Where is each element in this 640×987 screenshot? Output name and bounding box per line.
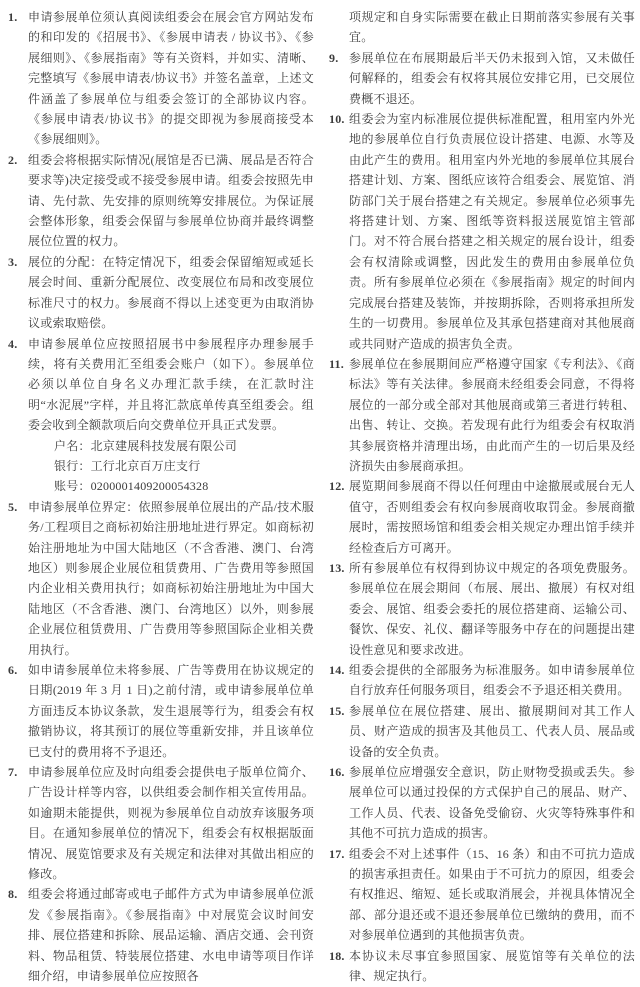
item-text: 参展单位在展位搭建、展出、撤展期间对其工作人员、财产造成的损害及其他员工、代表人员、展品或设备的安全负责。 [349,703,635,759]
bank-detail-line: 银行：工行北京百万庄支行 [54,458,201,473]
item-body [349,844,635,946]
item-number: 11. [329,356,344,371]
item-body [349,558,635,660]
list-item [329,701,635,762]
list-item [8,334,314,497]
item-text: 组委会将通过邮寄或电子邮件方式为申请参展单位派发《参展指南》。《参展指南》中对展览会议时间安排、展位搭建和拆除、展品运输、酒店交通、会刊资料、物品租赁、特装展位搭建、水电申请等项目作详细介绍，申请参展单位应按照各 [28,887,314,984]
item-text: 申请参展单位界定：依照参展单位展出的产品/技术服务/工程项目之商标初始注册地址进行界定。如商标初始注册地址为中国大陆地区（不含香港、澳门、台湾地区）则参展企业展位租赁费用、广告费用等参照国内企业相关费用执行；如商标初始注册地址为中国大陆地区（不含香港、澳门、台湾地区）以外，则参展企业展位租赁费用、广告费用等参照国际企业相关费用执行。 [28,499,314,657]
list-item [8,762,314,884]
item-number: 5. [8,499,18,514]
list-item [8,884,314,986]
item-number: 7. [8,765,18,780]
item-text: 组委会将根据实际情况(展馆是否已满、展品是否符合要求等)决定接受或不接受参展申请。组委会按照先申请、先付款、先安排的原则统筹安排展位。为保证展会整体形象，组委会保留与参展单位协商并最终调整展位位置的权力。 [28,152,314,249]
list-item [8,252,314,334]
item-text: 所有参展单位有权得到协议中规定的各项免费服务。参展单位在展会期间（布展、展出、撤展）有权对组委会、展馆、组委会委托的展位搭建商、运输公司、餐饮、保安、礼仪、翻译等服务中存在的问题提出建设性意见和要求改进。 [349,560,635,657]
item-number: 14. [329,663,345,677]
list-item [8,497,314,660]
item-number: 15. [329,703,345,718]
list-item [8,660,314,762]
list-item [329,844,635,946]
item-number: 10. [329,112,345,127]
item-body [28,7,314,150]
item-body [28,334,314,497]
item-body [349,354,635,476]
item-number: 3. [8,254,18,269]
item-text: 申请参展单位须认真阅读组委会在展会官方网站发布的和印发的《招展书》、《参展申请表 / 协议书》、《参展细则》、《参展指南》等有关资料，并如实、清晰、完整填写《参展申请表/协议书》并签名盖章，上述文件涵盖了参展单位与组委会签订的全部协议内容。《参展申请表/协议书》的提交即视为参展商接受本《参展细则》。 [28,10,314,147]
bank-detail-line: 户名：北京建展科技发展有限公司 [54,438,238,453]
item-body [28,252,314,334]
item-text: 如申请参展单位未将参展、广告等费用在协议规定的日期(2019 年 3 月 1 日)之前付清，或申请参展单位单方面违反本协议条款，发生退展等行为，组委会有权撤销协议，将其预订的展位等重新安排，并且该单位已支付的费用将不予退还。 [28,663,314,759]
item-text: 申请参展单位应按照招展书中参展程序办理参展手续，将有关费用汇至组委会账户（如下）。参展单位必须以单位自身名义办理汇款手续，在汇款时注明“水泥展”字样，并且将汇款底单传真至组委会。组委会收到全额款项后向交费单位开具正式发票。 [28,336,314,433]
item-number: 9. [329,50,339,65]
item-body [349,946,635,987]
item-body [28,150,314,252]
item-text: 参展单位在布展期最后半天仍未报到入馆，又未做任何解释的，组委会有权将其展位安排它用，已交展位费概不退还。 [349,50,635,106]
list-item [329,476,635,558]
right-column [329,7,635,987]
item-number: 2. [8,152,18,167]
continuation-text: 项规定和自身实际需要在截止日期前落实参展有关事宜。 [349,10,635,45]
item-body [349,762,635,844]
item-number: 18. [329,948,345,963]
bank-detail-line: 账号：0200001409200054328 [54,479,209,494]
item-body [349,476,635,558]
item-number: 17. [329,846,345,861]
list-item [329,946,635,987]
item-number: 1. [8,10,18,24]
item-text: 参展单位在参展期间应严格遵守国家《专利法》、《商标法》等有关法律。参展商未经组委会同意，不得将展位的一部分或全部对其他展商或第三者进行转租、出售、转让、交换。若发现有此行为组委会有权取消其参展资格并清理出场，由此而产生的一切后果及经济损失由参展商承担。 [349,356,635,473]
item-body [349,109,635,354]
list-item [329,660,635,701]
item-text: 申请参展单位应及时向组委会提供电子版单位简介、广告设计样等内容，以供组委会制作相关宣传用品。如逾期未能提供，则视为参展单位自动放弃该服务项目。在通知参展单位的情况下，组委会有权根据版面情况、展览馆要求及有关规定和法律对其做出相应的修改。 [28,765,314,882]
item-body [28,884,314,986]
item-number: 13. [329,560,345,575]
item-text: 组委会为室内标准展位提供标准配置，租用室内外光地的参展单位自行负责展位设计搭建、电源、水等及由此产生的费用。租用室内外光地的参展单位其展台搭建计划、方案、图纸应该符合组委会、展览馆、消防部门关于展台搭建之有关规定。参展单位必须事先将搭建计划、方案、图纸等资料报送展览馆主管部门。对不符合展台搭建之相关规定的展台设计，组委会有权清除或调整，因此发生的费用由参展单位负责。所有参展单位必须在《参展指南》规定的时间内完成展台搭建及装饰，并按期拆除，否则将承担所发生的一切费用。参展单位及其承包搭建商对其他展商或共同财产造成的损害负全责。 [349,112,635,351]
item-text: 展位的分配：在特定情况下，组委会保留缩短或延长展会时间、重新分配展位、改变展位布局和改变展位标准尺寸的权力。参展商不得以上述变更为由取消协议或索取赔偿。 [28,254,314,331]
item-body [349,660,635,701]
item-number: 12. [329,479,345,494]
item-body [349,48,635,109]
item-number: 8. [8,887,18,902]
left-column [8,7,314,987]
item-text: 展览期间参展商不得以任何理由中途撤展或展台无人值守，否则组委会有权向参展商收取罚金。参展商撤展时，需按照场馆和组委会相关规定办理出馆手续并经检查后方可离开。 [349,479,635,555]
item-body [349,701,635,762]
item-text: 组委会不对上述事件（15、16 条）和由不可抗力造成的损害承担责任。如果由于不可抗力的原因，组委会有权推迟、缩短、延长或取消展会，并视具体情况全部、部分退还或不退还参展单位已缴纳的费用，而不对参展单位遇到的其他损害负责。 [349,846,635,943]
item-body [28,762,314,884]
list-item [8,150,314,252]
list-item [329,354,635,476]
item-number: 4. [8,336,18,351]
list-item [8,7,314,150]
list-item [329,558,635,660]
item-text: 本协议未尽事宜参照国家、展览馆等有关单位的法律、规定执行。 [349,948,635,984]
item-number: 16. [329,765,345,780]
item-body [28,660,314,762]
item-body [28,497,314,660]
item-number: 6. [8,663,18,677]
list-item [329,109,635,354]
item-text: 参展单位应增强安全意识，防止财物受损或丢失。参展单位可以通过投保的方式保护自己的展品、财产、工作人员、代表、设备免受偷窃、火灾等特殊事件和其他不可抗力造成的损害。 [349,765,635,841]
list-item [329,762,635,844]
item-text: 组委会提供的全部服务为标准服务。如申请参展单位自行放弃任何服务项目，组委会不予退还相关费用。 [349,663,635,698]
list-item [329,48,635,109]
